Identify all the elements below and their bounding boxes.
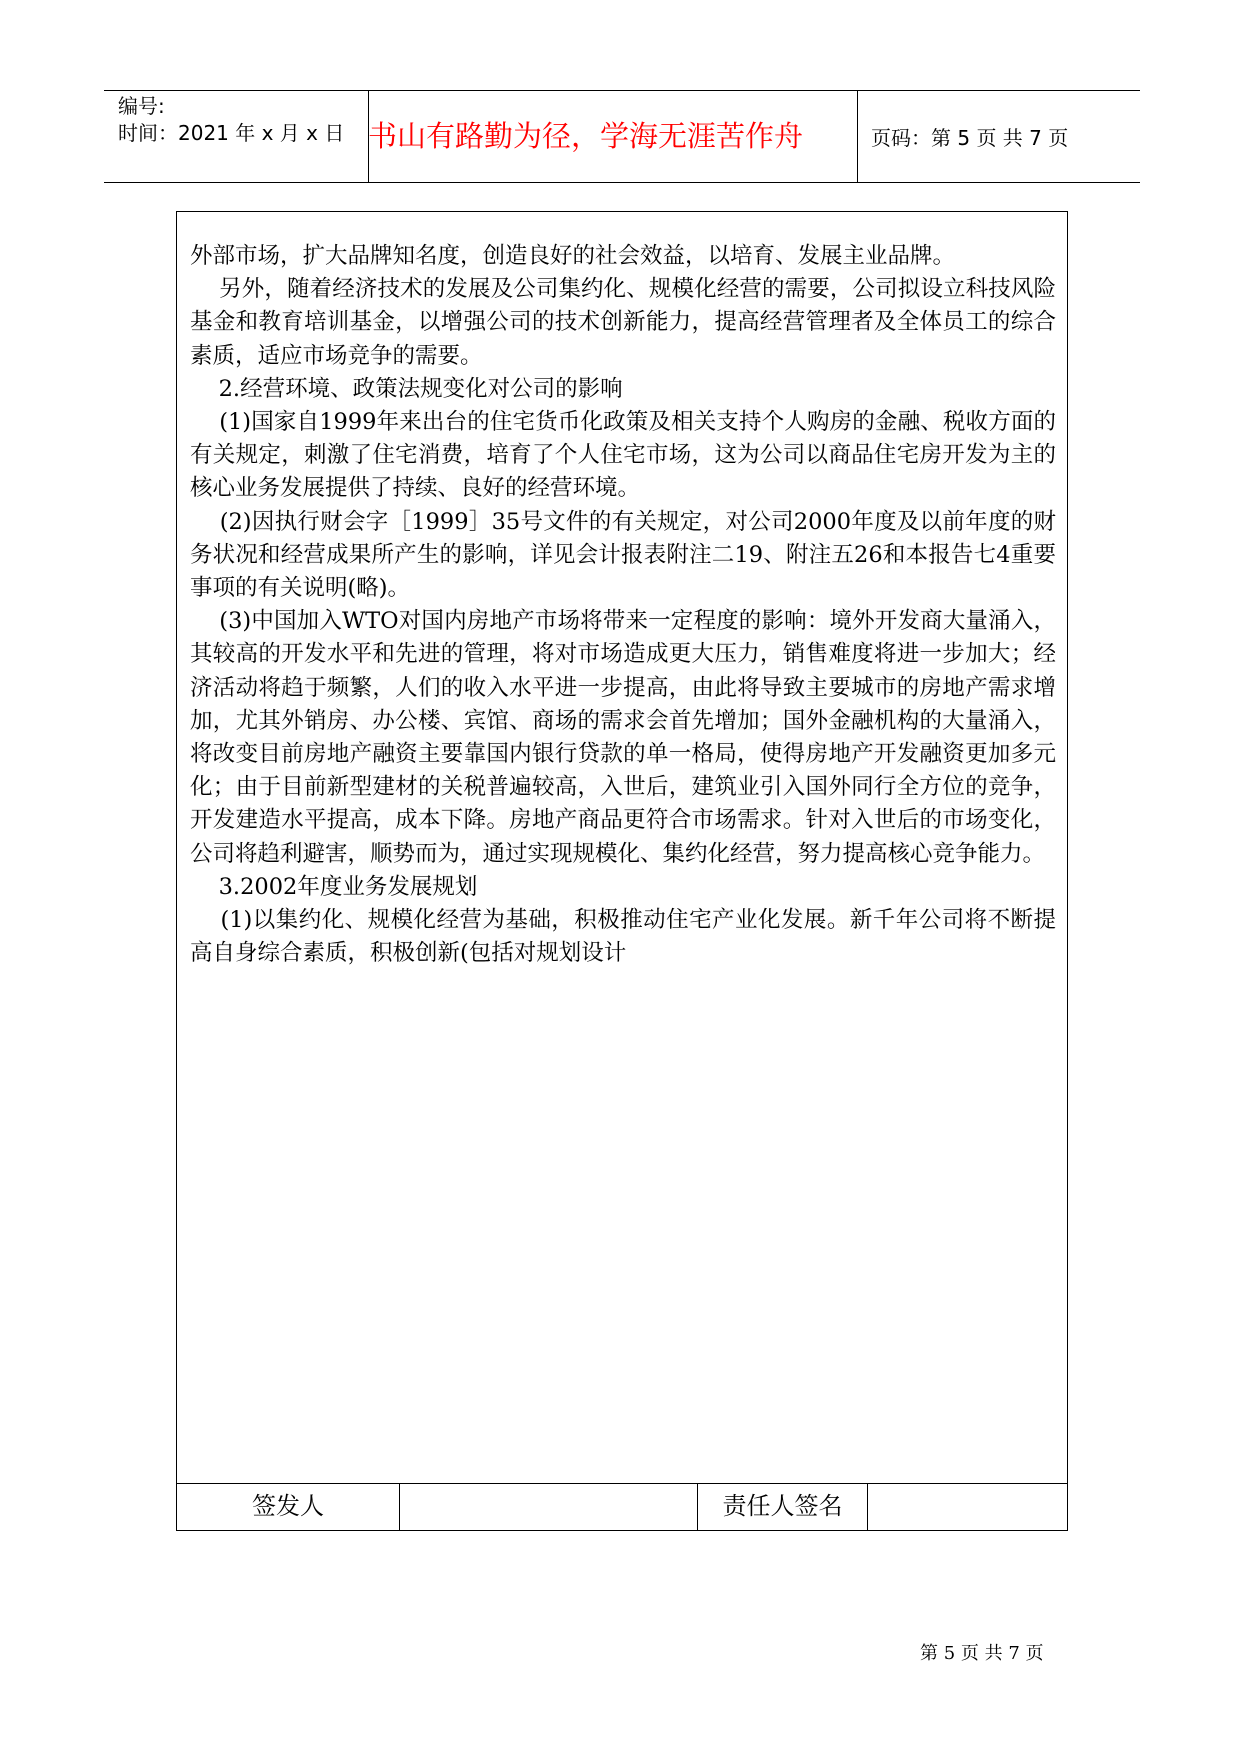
issuer-label: 签发人 — [252, 1492, 324, 1520]
body-paragraph: (3)中国加入WTO对国内房地产市场将带来一定程度的影响：境外开发商大量涌入，其较高的开发水平和先进的管理，将对市场造成更大压力，销售难度将进一步加大；经济活动将趋于频繁，人们的收入水平进一步提高，由此将导致主要城市的房地产需求增加，尤其外销房、办公楼、宾馆、商场的需求会首先增加；国外金融机构的大量涌入，将改变目前房地产融资主要靠国内银行贷款的单一格局，使得房地产开发融资更加多元化；由于目前新型建材的关税普遍较高，入世后，建筑业引入国外同行全方位的竞争，开发建造水平提高，成本下降。房地产商品更符合市场需求。针对入世后的市场变化，公司将趋利避害，顺势而为，通过实现规模化、集约化经营，努力提高核心竞争能力。 — [190, 608, 1057, 867]
body-paragraph: 另外，随着经济技术的发展及公司集约化、规模化经营的需要，公司拟设立科技风险基金和教育培训基金，以增强公司的技术创新能力，提高经营管理者及全体员工的综合素质，适应市场竞争的需要。 — [190, 276, 1056, 369]
header-motto: 书山有路勤为径，学海无涯苦作舟 — [368, 119, 804, 153]
body-paragraph: (1)国家自1999年来出台的住宅货币化政策及相关支持个人购房的金融、税收方面的有关规定，刺激了住宅消费，培育了个人住宅市场，这为公司以商品住宅房开发为主的核心业务发展提供了持续、良好的经营环境。 — [190, 409, 1056, 502]
body-paragraph: 2.经营环境、政策法规变化对公司的影响 — [190, 375, 623, 402]
body-paragraph: (1)以集约化、规模化经营为基础，积极推动住宅产业化发展。新千年公司将不断提高自身综合素质，积极创新(包括对规划设计 — [190, 907, 1057, 967]
header-bottom-rule — [104, 182, 1140, 183]
signature-divider-1 — [399, 1483, 400, 1531]
signature-row-top-rule — [176, 1483, 1068, 1484]
signature-divider-3 — [867, 1483, 868, 1531]
header-top-rule — [104, 90, 1140, 91]
document-time-label: 时间：2021 年 x 月 x 日 — [118, 121, 345, 145]
body-paragraph: 外部市场，扩大品牌知名度，创造良好的社会效益，以培育、发展主业品牌。 — [190, 243, 956, 269]
body-paragraph: (2)因执行财会字［1999］35号文件的有关规定，对公司2000年度及以前年度的财务状况和经营成果所产生的影响，详见会计报表附注二19、附注五26和本报告七4重要事项的有关说明(略)。 — [190, 508, 1057, 602]
footer-page-number: 第 5 页 共 7 页 — [920, 1643, 1044, 1664]
document-body — [190, 240, 1056, 970]
responsible-person-label: 责任人签名 — [722, 1492, 843, 1520]
body-paragraph: 3.2002年度业务发展规划 — [190, 873, 478, 900]
document-number-label: 编号: — [118, 94, 165, 118]
page-number-label: 页码：第 5 页 共 7 页 — [871, 126, 1069, 150]
